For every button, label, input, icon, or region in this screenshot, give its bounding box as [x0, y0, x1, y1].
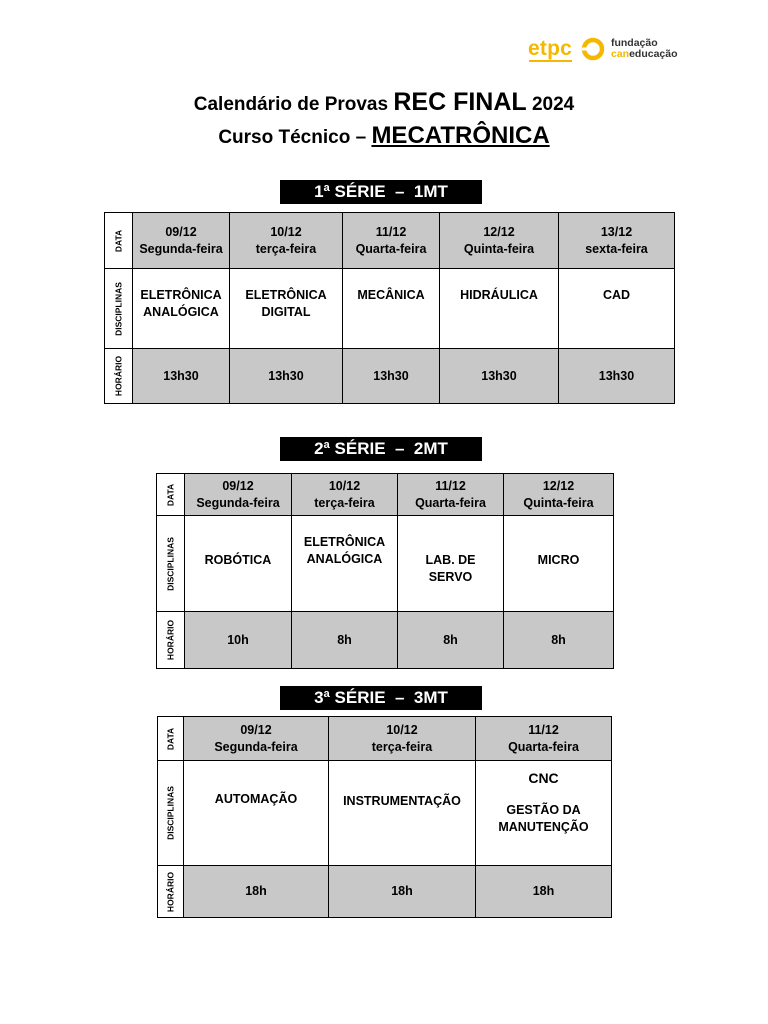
time-cell: 13h30: [133, 349, 230, 404]
page-title: Calendário de Provas REC FINAL 2024: [193, 88, 575, 116]
subject-cell: ROBÓTICA: [185, 516, 292, 612]
series-1-table: [104, 212, 675, 404]
row-label-time: HORÁRIO: [105, 349, 133, 404]
subject-cell: AUTOMAÇÃO: [184, 761, 329, 866]
time-cell: 8h: [504, 612, 614, 669]
date-cell: 13/12 sexta-feira: [559, 213, 675, 269]
series-2-label: 2ª SÉRIE – 2MT: [280, 437, 482, 461]
subject-cell: MECÂNICA: [343, 269, 440, 349]
date-cell: 09/12 Segunda-feira: [133, 213, 230, 269]
subject-cell: ELETRÔNICA DIGITAL: [230, 269, 343, 349]
row-label-date: DATA: [158, 717, 184, 761]
series-2-table: [156, 473, 614, 669]
row-label-subjects: DISCIPLINAS: [157, 516, 185, 612]
subject-cell: HIDRÁULICA: [440, 269, 559, 349]
subject-cell: INSTRUMENTAÇÃO: [329, 761, 476, 866]
subject-cell: LAB. DE SERVO: [398, 516, 504, 612]
time-cell: 18h: [329, 866, 476, 918]
row-label-date: DATA: [157, 474, 185, 516]
logo: [528, 36, 678, 62]
time-cell: 13h30: [440, 349, 559, 404]
date-cell: 11/12 Quarta-feira: [476, 717, 612, 761]
time-cell: 13h30: [559, 349, 675, 404]
date-cell: 10/12 terça-feira: [230, 213, 343, 269]
course-name: MECATRÔNICA: [371, 122, 550, 149]
row-label-date: DATA: [105, 213, 133, 269]
date-cell: 09/12 Segunda-feira: [185, 474, 292, 516]
fundacao-ring-icon: [580, 36, 606, 62]
date-cell: 10/12 terça-feira: [292, 474, 398, 516]
time-cell: 10h: [185, 612, 292, 669]
date-cell: 12/12 Quinta-feira: [504, 474, 614, 516]
row-label-subjects: DISCIPLINAS: [158, 761, 184, 866]
subject-cell: ELETRÔNICA ANALÓGICA: [133, 269, 230, 349]
row-label-time: HORÁRIO: [158, 866, 184, 918]
course-title: Curso Técnico – MECATRÔNICA: [218, 122, 550, 149]
logo-etpc-text: etpc: [528, 37, 572, 60]
date-cell: 09/12 Segunda-feira: [184, 717, 329, 761]
subject-cell: ELETRÔNICA ANALÓGICA: [292, 516, 398, 612]
title-rec-final: REC FINAL: [393, 88, 527, 116]
time-cell: 13h30: [343, 349, 440, 404]
date-cell: 12/12 Quinta-feira: [440, 213, 559, 269]
subject-cell: CAD: [559, 269, 675, 349]
series-3-table: [157, 716, 612, 918]
logo-fundacao-text: fundação caneducação: [610, 37, 678, 60]
time-cell: 13h30: [230, 349, 343, 404]
subject-cell: CNC GESTÃO DA MANUTENÇÃO: [476, 761, 612, 866]
row-label-subjects: DISCIPLINAS: [105, 269, 133, 349]
time-cell: 8h: [292, 612, 398, 669]
series-1-label: 1ª SÉRIE – 1MT: [280, 180, 482, 204]
time-cell: 8h: [398, 612, 504, 669]
date-cell: 11/12 Quarta-feira: [398, 474, 504, 516]
subject-cell: MICRO: [504, 516, 614, 612]
time-cell: 18h: [476, 866, 612, 918]
time-cell: 18h: [184, 866, 329, 918]
date-cell: 11/12 Quarta-feira: [343, 213, 440, 269]
date-cell: 10/12 terça-feira: [329, 717, 476, 761]
row-label-time: HORÁRIO: [157, 612, 185, 669]
series-3-label: 3ª SÉRIE – 3MT: [280, 686, 482, 710]
